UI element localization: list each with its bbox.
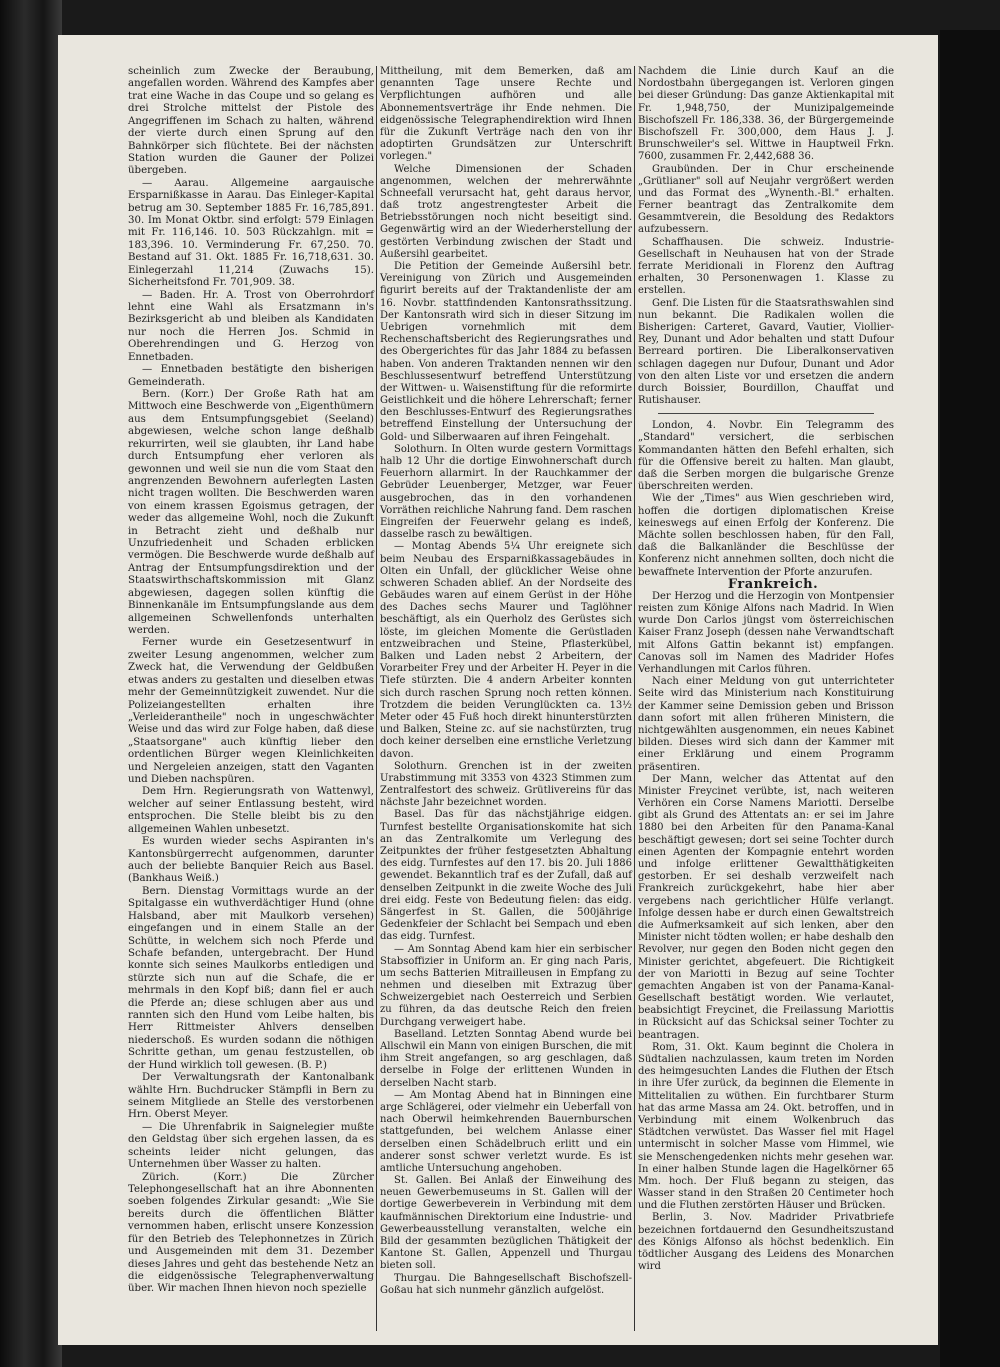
- section-heading: Frankreich.: [727, 576, 819, 592]
- paragraph: Welche Dimensionen der Schaden angenommen, welchen der mehrerwähnte Schneefall verursacht hat, geht daraus hervor, daß trotz angestrengtester Arbeit die Betriebsstörungen noch nicht beseitigt sind. Gegenwärtig wird an der Wiederherstellung der gestörten Verbindung zwischen der Stadt und Außersihl gearbeitet.: [380, 163, 632, 260]
- paragraph: Schaffhausen. Die schweiz. Industrie-Gesellschaft in Neuhausen hat von der Strade ferrate Meridionali in Florenz den Auftrag erhalten, 30 Personenwagen 1. Klasse zu erstellen.: [638, 236, 894, 297]
- paragraph: Solothurn. In Olten wurde gestern Vormittags halb 12 Uhr die dortige Einwohnerschaft durch Feuerhorn allarmirt. In der Rauchkammer der Gebrüder Leuenberger, Metzger, war Feuer ausgebrochen, das in den vorhandenen Vorräthen reichliche Nahrung fand. Dem raschen Eingreifen der Feuerwehr gelang es indeß, dasselbe rasch zu bewältigen.: [380, 443, 632, 541]
- column-rule: [376, 66, 377, 1331]
- paragraph: Mittheilung, mit dem Bemerken, daß am genannten Tage unsere Rechte und Verpflichtungen aufhören und alle Abonnementsverträge ihr Ende nehmen. Die eidgenössische Telegraphendirektion wird Ihnen für die Zukunft Verträge nach den von ihr adoptirten Grundsätzen zur Unterschrift vorlegen.": [380, 66, 632, 163]
- paragraph: Thurgau. Die Bahngesellschaft Bischofszell-Goßau hat sich nunmehr gänzlich aufgelöst.: [380, 1272, 632, 1296]
- paragraph: scheinlich zum Zwecke der Beraubung, angefallen worden. Während des Kampfes aber trat eine Wache in das Coupe und so gelang es drei Strolche mittelst der Pistole des Angegriffenen im Schach zu halten, während der vierte durch einen Sprung auf den Bahnkörper sich flüchtete. Bei der nächsten Station wurden die Gauner der Polizei übergeben.: [128, 66, 374, 177]
- paragraph: Dem Hrn. Regierungsrath von Wattenwyl, welcher auf seiner Entlassung besteht, wird entsprochen. Die Stelle bleibt bis zu den allgemeinen Wahlen unbesetzt.: [128, 786, 374, 835]
- paragraph: Der Verwaltungsrath der Kantonalbank wählte Hrn. Buchdrucker Stämpfli in Bern zu seinem Mitgliede an Stelle des verstorbenen Hrn. Oberst Meyer.: [128, 1072, 374, 1121]
- paragraph: Baselland. Letzten Sonntag Abend wurde bei Allschwil ein Mann von einigen Burschen, die mit ihm Streit angefangen, so arg geschlagen, daß derselbe in Folge der erlittenen Wunden in derselben Nacht starb.: [380, 1028, 632, 1089]
- paragraph: Der Herzog und die Herzogin von Montpensier reisten zum Könige Alfons nach Madrid. In Wien wurde Don Carlos jüngst vom österreichischen Kaiser Franz Joseph (dessen nahe Verwandtschaft mit Alfons Gattin bekannt ist) empfangen. Canovas soll im Namen des Madrider Hofes Verhandlungen mit Carlos führen.: [638, 590, 894, 675]
- book-spine: [0, 0, 62, 1367]
- paragraph: Graubünden. Der in Chur erscheinende „Grütlianer" soll auf Neujahr vergrößert werden und das Format des „Wynenth.-Bl." erhalten. Ferner beantragt das Zentralkomite dem Gesammtverein, die Besoldung des Redaktors aufzubessern.: [638, 163, 894, 236]
- paragraph: Solothurn. Grenchen ist in der zweiten Urabstimmung mit 3353 von 4323 Stimmen zum Zentralfestort des schweiz. Grütlivereins für das nächste Jahr bezeichnet worden.: [380, 760, 632, 809]
- paragraph: Ferner wurde ein Gesetzesentwurf in zweiter Lesung angenommen, welcher zum Zweck hat, die Verwendung der Geldbußen etwas anders zu gestalten und dieselben etwas mehr der Gemeinnützigkeit zuwendet. Nur die Polizeiangestellten erhalten ihre „Verleiderantheile" noch in ungeschwächter Weise und das wird zur Folge haben, daß diese „Staatsorgane" auch künftig lieber den ordentlichen Bürger wegen Kleinlichkeiten und Nergeleien anzeigen, statt den Vaganten und Dieben nachspüren.: [128, 637, 374, 786]
- paragraph: — Aarau. Allgemeine aargauische Ersparnißkasse in Aarau. Das Einleger-Kapital betrug am 30. September 1885 Fr. 16,785,891. 30. Im Monat Oktbr. sind erfolgt: 579 Einlagen mit Fr. 116,146. 10. 503 Rückzahlgn. mit = 183,396. 10. Verminderung Fr. 67,250. 70. Bestand auf 31. Okt. 1885 Fr. 16,718,631. 30. Einlegerzahl 11,214 (Zuwachs 15). Sicherheitsfond Fr. 701,909. 38.: [128, 177, 374, 289]
- paragraph: — Am Sonntag Abend kam hier ein serbischer Stabsoffizier in Uniform an. Er ging nach Paris, um sechs Batterien Mitrailleusen in Empfang zu nehmen und dieselben mit Extrazug über Schweizergebiet nach Oesterreich und Serbien zu führen, da das deutsche Reich den freien Durchgang verweigert habe.: [380, 943, 632, 1028]
- paragraph: Bern. Dienstag Vormittags wurde an der Spitalgasse ein wuthverdächtiger Hund (ohne Halsband, aber mit Maulkorb versehen) eingefangen und in einem Stalle an der Schütte, in welchem sich noch Pferde und Schafe befanden, untergebracht. Der Hund konnte sich seines Maulkorbs entledigen und stürzte sich nun auf die Schafe, die er mehrmals in den Kopf biß; dann fiel er auch die Pferde an; diese schlugen aber aus und rannten sich den Hund vom Leibe halten, bis Herr Rittmeister Ahlvers denselben niederschoß. Es wurden sodann die nöthigen Schritte gethan, um genau festzustellen, ob der Hund wirklich toll gewesen. (B. P.): [128, 885, 374, 1071]
- paragraph: Genf. Die Listen für die Staatsrathswahlen sind nun bekannt. Die Radikalen wollen die Bisherigen: Carteret, Gavard, Vautier, Viollier-Rey, Dunant und Ador behalten und statt Dufour Berreard portiren. Die Liberalkonservativen schlagen dagegen nur Dufour, Dunant und Ador von den alten Liste vor und ersetzen die andern durch Boissier, Bourdillon, Chauffat und Rutishauser.: [638, 297, 894, 407]
- paragraph: Nach einer Meldung von gut unterrichteter Seite wird das Ministerium nach Konstituirung der Kammer seine Demission geben und Brisson dann sofort mit allen früheren Ministern, die nichtgewählten ausgenommen, ein neues Kabinet bilden. Dieses wird sich dann der Kammer mit einer Erklärung und einem Programm präsentiren.: [638, 676, 894, 773]
- paragraph: — Ennetbaden bestätigte den bisherigen Gemeinderath.: [128, 364, 374, 388]
- column-3: [638, 66, 894, 1273]
- paragraph: — Am Montag Abend hat in Binningen eine arge Schlägerei, oder vielmehr ein Ueberfall von nach Oberwil heimkehrenden Bauernburschen stattgefunden, bei welchem Anlasse einer derselben einen Schädelbruch erlitt und ein anderer sonst schwer verletzt wurde. Es ist amtliche Untersuchung angehoben.: [380, 1089, 632, 1174]
- section-divider: [658, 413, 874, 414]
- paragraph: Die Petition der Gemeinde Außersihl betr. Vereinigung von Zürich und Ausgemeinden figurirt bereits auf der Traktandenliste der am 16. Novbr. stattfindenden Kantonsrathssitzung. Der Kantonsrath wird sich in dieser Sitzung im Uebrigen vornehmlich mit dem Rechenschaftsbericht des Regierungsrathes und des Obergerichtes für das Jahr 1884 zu befassen haben. Von anderen Traktanden nennen wir den Beschlussesentwurf betreffend Unterstützung der Wittwen- u. Waisenstiftung für die reformirte Geistlichkeit und die höhere Lehrerschaft; ferner den Beschlusses-Entwurf des Regierungsrathes betreffend Einstellung der Untersuchung der Gold- und Silberwaaren auf ihren Feingehalt.: [380, 261, 632, 443]
- column-1: [128, 66, 374, 1296]
- paragraph: Berlin, 3. Nov. Madrider Privatbriefe bezeichnen fortdauernd den Gesundheitszustand des Königs Alfonso als höchst bedenklich. Ein tödtlicher Ausgang des Leidens des Monarchen wird: [638, 1212, 894, 1273]
- column-2: [380, 66, 632, 1297]
- paragraph: Wie der „Times" aus Wien geschrieben wird, hoffen die dortigen diplomatischen Kreise keineswegs auf einen Erfolg der Konferenz. Die Mächte sollen beschlossen haben, für den Fall, daß die Balkanländer die Beschlüsse der Konferenz nicht annehmen sollten, doch nicht die bewaffnete Intervention der Pforte anzurufen.: [638, 493, 894, 578]
- page-edge: [940, 30, 1000, 1367]
- paragraph: Es wurden wieder sechs Aspiranten in's Kantonsbürgerrecht aufgenommen, darunter auch der beliebte Banquier Reich aus Basel. (Bankhaus Weiß.): [128, 836, 374, 885]
- paragraph: — Die Uhrenfabrik in Saignelegier mußte den Geldstag über sich ergehen lassen, da es scheints leider nicht gelungen, das Unternehmen über Wasser zu halten.: [128, 1121, 374, 1171]
- paragraph: Rom, 31. Okt. Kaum beginnt die Cholera in Südtalien nachzulassen, kaum treten im Norden des heimgesuchten Landes die Fluthen der Etsch in ihre Ufer zurück, da beginnen die Elemente in Mittelitalien zu wüthen. Ein furchtbarer Sturm hat das arme Massa am 24. Okt. betroffen, und in Verbindung mit einem Wolkenbruch das Städtchen verwüstet. Das Wasser fiel mit Hagel untermischt in solcher Masse vom Himmel, wie sie Menschengedenken nichts mehr gesehen war. In einer halben Stunde lagen die Hagelkörner 65 Mm. hoch. Der Fluß begann zu steigen, das Wasser stand in den Straßen 20 Centimeter hoch und die Fluthen zerstörten Häuser und Brücken.: [638, 1041, 894, 1212]
- paragraph: Bern. (Korr.) Der Große Rath hat am Mittwoch eine Beschwerde von „Eigenthümern aus dem Entsumpfungsgebiet (Seeland) abgewiesen, welche schon lange deßhalb rekurrirten, weil sie glaubten, ihr Land habe durch Entsumpfung eher verloren als gewonnen und weil sie nun die vom Staat den angrenzenden Bewohnern auferlegten Lasten nicht tragen wollten. Die Beschwerden waren von einem krassen Egoismus getragen, der weder das allgemeine Wohl, noch die Zukunft in Betracht zieht und deßhalb nur Unzufriedenheit und Schaden erblicken vermögen. Die Beschwerde wurde deßhalb auf Antrag der Entsumpfungsdirektion und der Staatswirthschaftskommission mit Glanz abgewiesen, dagegen sollen künftig die Binnenkanäle im Entsumpfungslande aus dem allgemeinen Schwellenfonds unterhalten werden.: [128, 388, 374, 636]
- paragraph: London, 4. Novbr. Ein Telegramm des „Standard" versichert, die serbischen Kommandanten hätten den Befehl erhalten, sich für die Offensive bereit zu halten. Man glaubt, daß die Serben morgen die bulgarische Grenze überschreiten werden.: [638, 420, 894, 493]
- paragraph: Zürich. (Korr.) Die Zürcher Telephongesellschaft hat an ihre Abonnenten soeben folgendes Zirkular gesandt: „Wie Sie bereits durch die öffentlichen Blätter vernommen haben, erlischt unsere Konzession für den Betrieb des Telephonnetzes in Zürich und Ausgemeinden mit dem 31. Dezember dieses Jahres und geht das bestehende Netz an die eidgenössische Telegraphenverwaltung über. Wir machen Ihnen hievon noch spezielle: [128, 1171, 374, 1295]
- paragraph: Der Mann, welcher das Attentat auf den Minister Freycinet verübte, ist, nach weiteren Verhören ein Corse Namens Mariotti. Derselbe gibt als Grund des Attentats an: er sei im Jahre 1880 bei den Arbeiten für den Panama-Kanal beschäftigt gewesen; dort sei seine Tochter durch einen Agenten der Kompagnie entehrt worden und infolge erlittener Gewaltthätigkeiten gestorben. Er sei deshalb verzweifelt nach Frankreich zurückgekehrt, habe hier aber vergebens nach gerichtlicher Hülfe verlangt. Infolge dessen habe er durch einen Gewaltstreich die Aufmerksamkeit auf sich lenken, aber den Minister nicht tödten wollen; er habe deshalb den Revolver, nur gegen den Boden nicht gegen den Minister gerichtet, abgefeuert. Die Richtigkeit der von Mariotti in Bezug auf seine Tochter gemachten Angaben ist von der Panama-Kanal-Gesellschaft bestätigt worden. Wie verlautet, beabsichtigt Freycinet, die Freilassung Mariottis in Rücksicht auf das Schicksal seiner Tochter zu beantragen.: [638, 773, 894, 1041]
- column-rule: [634, 66, 635, 1331]
- paragraph: Nachdem die Linie durch Kauf an die Nordostbahn übergegangen ist. Verloren gingen bei dieser Gründung: Das ganze Aktienkapital mit Fr. 1,948,750, der Munizipalgemeinde Bischofszell Fr. 186,338. 36, der Bürgergemeinde Bischofszell Fr. 300,000, dem Haus J. J. Brunschweiler's sel. Wittwe in Hauptweil Frkn. 7600, zusammen Fr. 2,442,688 36.: [638, 66, 894, 163]
- paragraph: — Baden. Hr. A. Trost von Oberrohrdorf lehnt eine Wahl als Ersatzmann in's Bezirksgericht ab und bleiben als Kandidaten nur noch die Herren Jos. Schmid in Oberehrendingen und G. Herzog von Ennetbaden.: [128, 289, 374, 363]
- paragraph: Basel. Das für das nächstjährige eidgen. Turnfest bestellte Organisationskomite hat sich an das Zentralkomite um Verlegung des Zeitpunktes der früher festgesetzten Abhaltung des eidg. Turnfestes auf den 17. bis 20. Juli 1886 gewendet. Bekanntlich traf es der Zufall, daß auf denselben Zeitpunkt in die zweite Woche des Juli drei eidg. Feste von Bedeutung fielen: das eidg. Sängerfest in St. Gallen, die 500jährige Gedenkfeier der Schlacht bei Sempach und eben das eidg. Turnfest.: [380, 809, 632, 943]
- paragraph: — Montag Abends 5¼ Uhr ereignete sich beim Neubau des Ersparnißkassagebäudes in Olten ein Unfall, der glücklicher Weise ohne schweren Schaden ablief. An der Nordseite des Gebäudes waren auf einem Gerüst in der Höhe des Daches sechs Maurer und Taglöhner beschäftigt, als ein Querholz des Gerüstes sich löste, im gleichen Momente die Gerüstladen entzweibrachen und Steine, Pflasterkübel, Balken und Laden nebst 2 Arbeitern, der Vorarbeiter Frey und der Arbeiter H. Peyer in die Tiefe stürzten. Die 4 andern Arbeiter konnten sich durch raschen Sprung noch retten können. Trotzdem die beiden Verunglückten ca. 13½ Meter oder 45 Fuß hoch direkt hinunterstürzten und Balken, Steine zc. auf sie nachstürzten, trug doch keiner derselben eine ernstliche Verletzung davon.: [380, 541, 632, 760]
- paragraph: St. Gallen. Bei Anlaß der Einweihung des neuen Gewerbemuseums in St. Gallen will der dortige Gewerbeverein in Verbindung mit dem kaufmännischen Direktorium eine Industrie- und Gewerbeausstellung veranstalten, welche ein Bild der gesammten bezüglichen Thätigkeit der Kantone St. Gallen, Appenzell und Thurgau bieten soll.: [380, 1175, 632, 1272]
